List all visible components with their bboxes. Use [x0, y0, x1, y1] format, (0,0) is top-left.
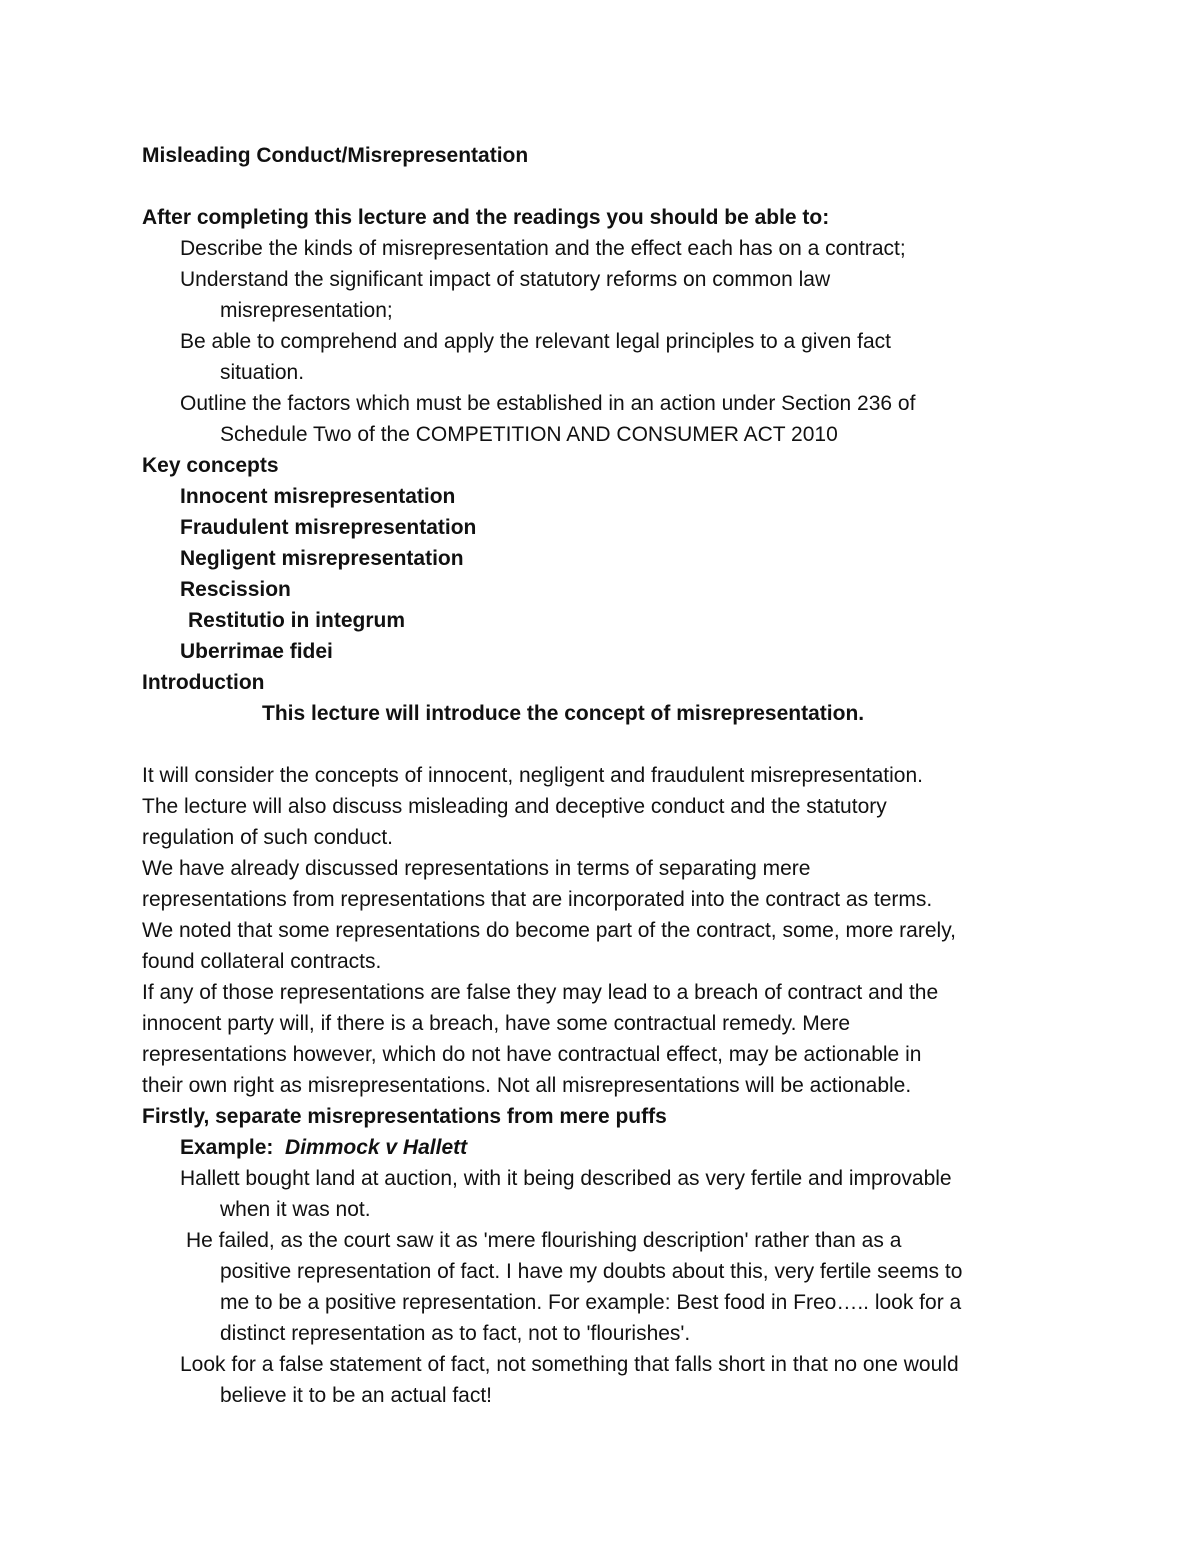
example-text-line: Look for a false statement of fact, not something that falls short in that no one would	[180, 1353, 959, 1376]
example-text-continuation: positive representation of fact. I have my doubts about this, very fertile seems to	[220, 1260, 963, 1283]
spacer	[142, 729, 1082, 760]
example-text-line: He failed, as the court saw it as 'mere flourishing description' rather than as a	[186, 1229, 902, 1252]
paragraph-line: representations however, which do not have contractual effect, may be actionable in	[142, 1043, 922, 1066]
paragraph-line: found collateral contracts.	[142, 950, 382, 973]
document-page	[142, 140, 1082, 1411]
example-text-line: Hallett bought land at auction, with it being described as very fertile and improvable	[180, 1167, 952, 1190]
puffs-heading: Firstly, separate misrepresentations from mere puffs	[142, 1105, 667, 1128]
paragraph-line: If any of those representations are false they may lead to a breach of contract and the	[142, 981, 939, 1004]
objective-item-continuation: situation.	[220, 361, 305, 384]
key-concept-item: Restitutio in integrum	[188, 609, 405, 632]
spacer	[142, 171, 1082, 202]
paragraph-line: regulation of such conduct.	[142, 826, 393, 849]
key-concepts-heading: Key concepts	[142, 454, 279, 477]
paragraph-line: The lecture will also discuss misleading and deceptive conduct and the statutory	[142, 795, 887, 818]
objective-item-continuation: misrepresentation;	[220, 299, 393, 322]
example-text-continuation: believe it to be an actual fact!	[220, 1384, 493, 1407]
document-title: Misleading Conduct/Misrepresentation	[142, 144, 529, 167]
paragraph-line: It will consider the concepts of innocent, negligent and fraudulent misrepresentation.	[142, 764, 923, 787]
paragraph-line: their own right as misrepresentations. Not all misrepresentations will be actionable.	[142, 1074, 912, 1097]
key-concept-item: Negligent misrepresentation	[180, 547, 464, 570]
objectives-heading: After completing this lecture and the readings you should be able to:	[142, 206, 830, 229]
objective-item: Describe the kinds of misrepresentation and the effect each has on a contract;	[180, 237, 906, 260]
example-text-continuation: distinct representation as to fact, not to 'flourishes'.	[220, 1322, 691, 1345]
paragraph-line: We noted that some representations do become part of the contract, some, more rarely,	[142, 919, 956, 942]
key-concept-item: Uberrimae fidei	[180, 640, 333, 663]
paragraph-line: representations from representations that are incorporated into the contract as terms.	[142, 888, 933, 911]
objective-item: Understand the significant impact of statutory reforms on common law	[180, 268, 831, 291]
paragraph-line: innocent party will, if there is a breach, have some contractual remedy. Mere	[142, 1012, 851, 1035]
key-concept-item: Fraudulent misrepresentation	[180, 516, 477, 539]
key-concept-item: Rescission	[180, 578, 291, 601]
example-label: Example:	[180, 1136, 274, 1159]
introduction-heading: Introduction	[142, 671, 265, 694]
introduction-lead: This lecture will introduce the concept of misrepresentation.	[262, 702, 865, 725]
objective-item: Outline the factors which must be established in an action under Section 236 of	[180, 392, 916, 415]
example-case-name: Dimmock v Hallett	[285, 1136, 468, 1159]
paragraph-line: We have already discussed representations in terms of separating mere	[142, 857, 811, 880]
example-text-continuation: when it was not.	[220, 1198, 371, 1221]
objective-item-continuation: Schedule Two of the COMPETITION AND CONSUMER ACT 2010	[220, 423, 838, 446]
objective-item: Be able to comprehend and apply the relevant legal principles to a given fact	[180, 330, 891, 353]
example-line	[142, 1132, 1082, 1163]
example-text-continuation: me to be a positive representation. For example: Best food in Freo….. look for a	[220, 1291, 962, 1314]
key-concept-item: Innocent misrepresentation	[180, 485, 456, 508]
